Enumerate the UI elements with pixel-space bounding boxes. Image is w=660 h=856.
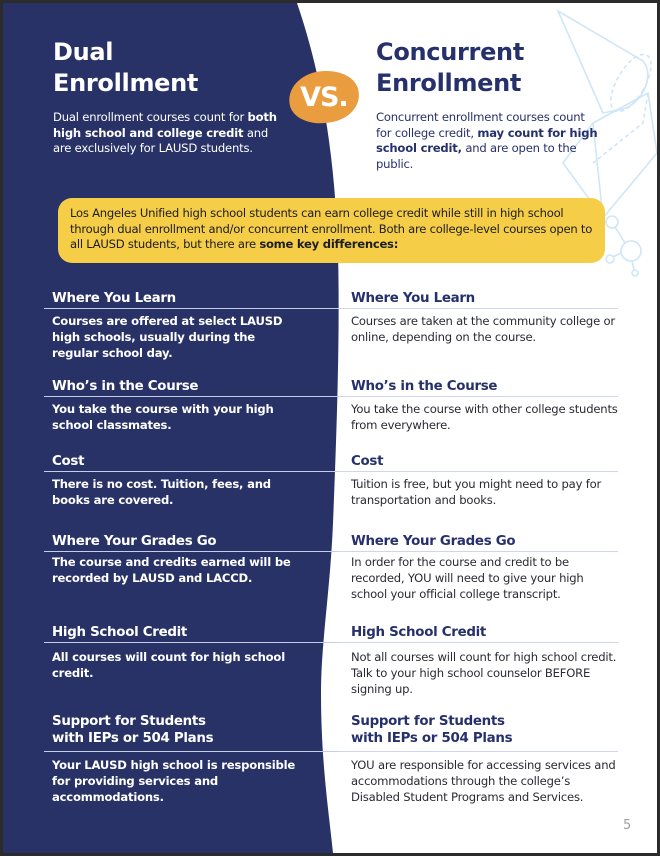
divider-line (338, 551, 618, 552)
divider-line (338, 751, 618, 752)
divider-line (44, 751, 344, 752)
dual-text-cost: There is no cost. Tuition, fees, and books are covered. (52, 477, 271, 507)
molecule-decoration-icon (603, 216, 641, 276)
heading-line: with IEPs or 504 Plans (351, 731, 513, 746)
dual-text-where-you-learn: Courses are offered at select LAUSD high schools, usually during the regular school day. (52, 314, 283, 360)
divider-line (338, 642, 618, 643)
intro-bold-text: may count for high school credit, (376, 125, 598, 155)
key-differences-callout (58, 198, 605, 263)
dual-enrollment-intro (53, 110, 283, 157)
title-line: Concurrent (376, 38, 525, 66)
concurrent-heading-cost: Cost (351, 454, 384, 469)
title-line: Dual (53, 38, 114, 66)
concurrent-text-grades: In order for the course and credit to be recorded, YOU will need to give your high school your official college transcript. (351, 555, 584, 601)
heading-line: Support for Students (52, 714, 206, 729)
dual-enrollment-title (53, 37, 198, 99)
divider-line (44, 308, 344, 309)
concurrent-heading-whos-in-course: Who’s in the Course (351, 379, 498, 394)
concurrent-text-whos-in-course: You take the course with other college students from everywhere. (351, 402, 618, 432)
concurrent-text-cost: Tuition is free, but you might need to pay for transportation and books. (351, 477, 602, 507)
dual-heading-where-you-learn: Where You Learn (52, 291, 176, 306)
callout-text: Los Angeles Unified high school students can earn college credit while still in high school through dual enrollment and/or concurrent enrollment. Both are college-level courses open to all LAUSD students, but there are (70, 206, 593, 252)
divider-line (44, 642, 344, 643)
divider-line (338, 396, 618, 397)
concurrent-text-hs-credit: Not all courses will count for high school credit. Talk to your high school counselor BEFORE signing up. (351, 650, 617, 696)
concurrent-heading-grades: Where Your Grades Go (351, 534, 516, 549)
concurrent-text-where-you-learn: Courses are taken at the community college or online, depending on the course. (351, 314, 615, 344)
dual-text-whos-in-course: You take the course with your high school classmates. (52, 402, 274, 432)
flyer-page (3, 3, 657, 853)
intro-bold-text: both high school and college credit (53, 110, 277, 140)
intro-text: and are exclusively for LAUSD students. (53, 125, 269, 155)
divider-line (338, 471, 618, 472)
dual-heading-hs-credit: High School Credit (52, 625, 188, 640)
dual-heading-whos-in-course: Who’s in the Course (52, 379, 199, 394)
cone-decoration-icon (558, 11, 657, 118)
dual-text-hs-credit: All courses will count for high school credit. (52, 650, 285, 680)
intro-text: Concurrent enrollment courses count for college credit, (376, 110, 585, 140)
concurrent-text-support: YOU are responsible for accessing services and accommodations through the college’s Disabled Student Programs and Services. (351, 758, 616, 804)
dual-text-grades: The course and credits earned will be recorded by LAUSD and LACCD. (52, 555, 291, 585)
divider-line (44, 471, 344, 472)
concurrent-enrollment-intro (376, 110, 601, 172)
title-line: Enrollment (376, 69, 522, 97)
page-number: 5 (623, 818, 632, 833)
divider-line (44, 396, 344, 397)
divider-line (44, 551, 344, 552)
callout-bold-text: some key differences: (259, 237, 399, 252)
intro-text: Dual enrollment courses count for (53, 110, 248, 124)
dual-text-support: Your LAUSD high school is responsible for providing services and accommodations. (52, 758, 296, 804)
dual-heading-grades: Where Your Grades Go (52, 534, 217, 549)
divider-line (338, 308, 618, 309)
dual-heading-support (52, 713, 302, 747)
heading-line: with IEPs or 504 Plans (52, 731, 214, 746)
concurrent-heading-hs-credit: High School Credit (351, 625, 487, 640)
concurrent-enrollment-title (376, 37, 524, 99)
title-line: Enrollment (53, 69, 199, 97)
concurrent-heading-where-you-learn: Where You Learn (351, 291, 475, 306)
dual-heading-cost: Cost (52, 454, 85, 469)
heading-line: Support for Students (351, 714, 505, 729)
concurrent-heading-support (351, 713, 621, 747)
intro-text: and are open to the public. (376, 141, 577, 171)
vs-label: VS. (300, 81, 348, 113)
